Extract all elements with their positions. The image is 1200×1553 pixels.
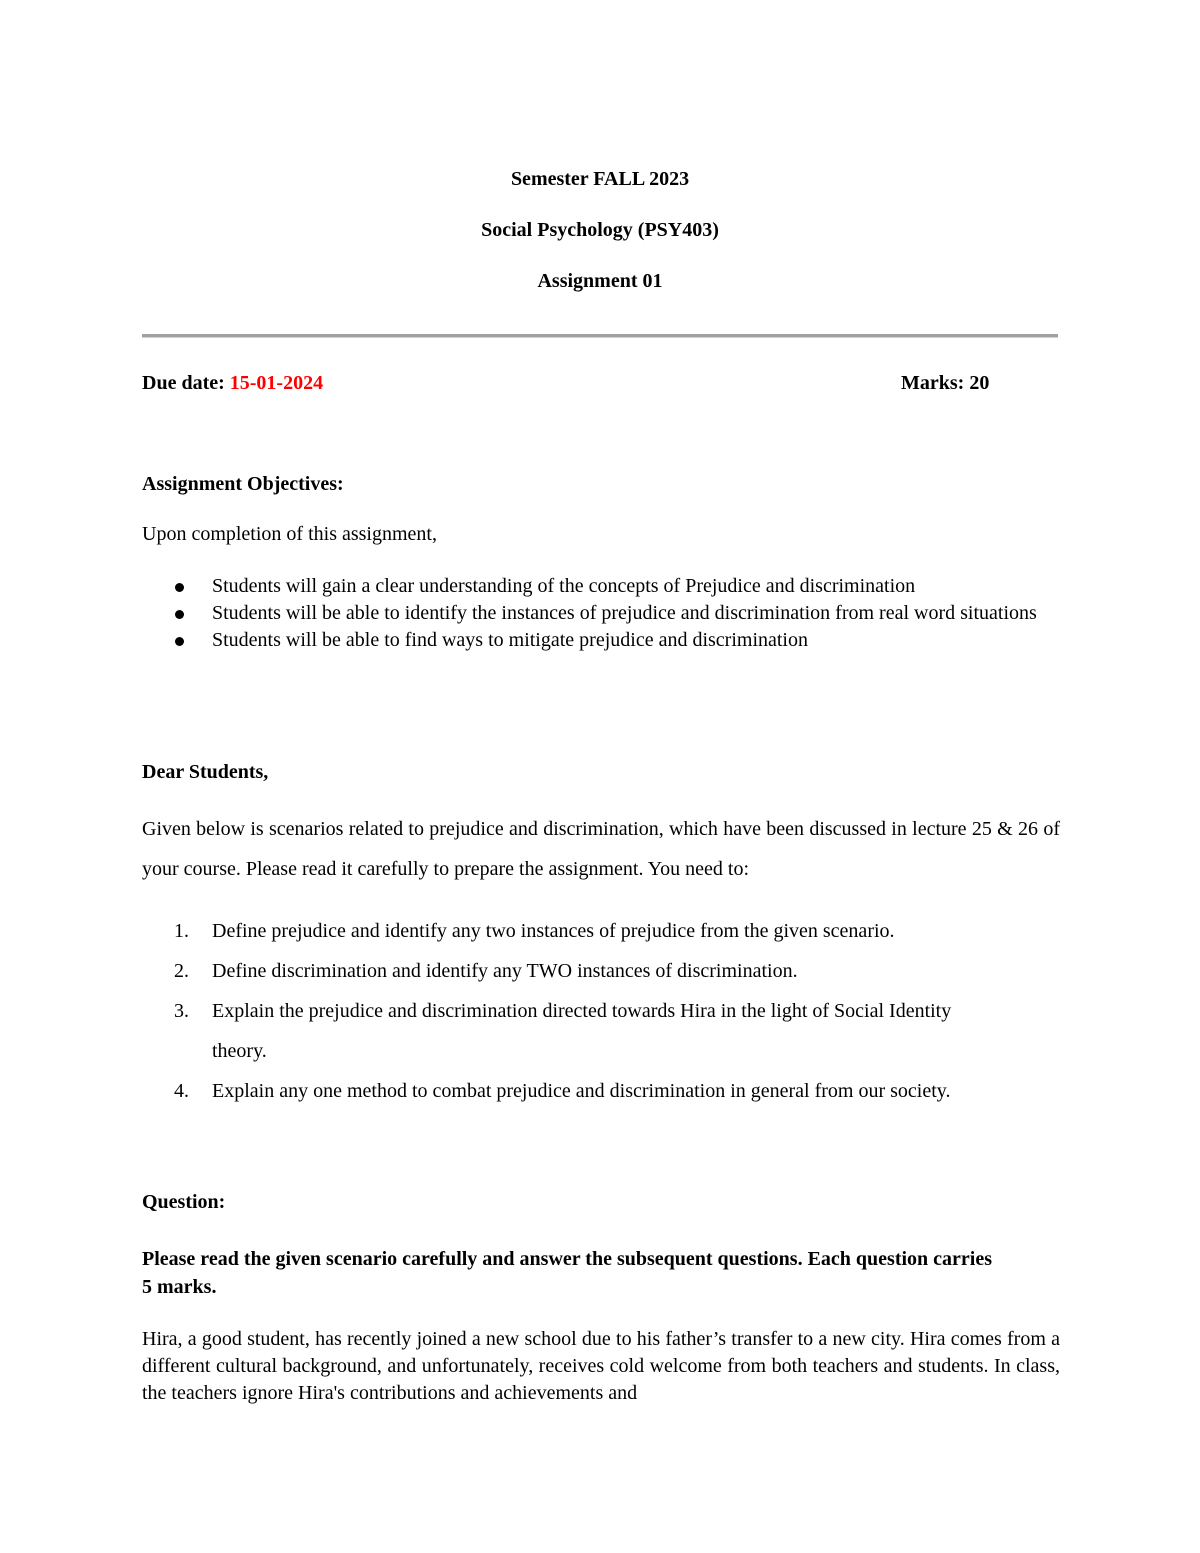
list-item — [142, 600, 1062, 627]
list-item — [142, 627, 1062, 654]
horizontal-rule — [142, 334, 1058, 338]
due-date-value: 15-01-2024 — [229, 372, 324, 394]
task-number: 1. — [174, 920, 189, 942]
task-text: Define discrimination and identify any TWO instances of discrimination. — [212, 960, 798, 982]
due-date-label: Due date: — [142, 372, 230, 394]
bullet-icon — [175, 610, 184, 619]
objective-text: Students will gain a clear understanding of the concepts of Prejudice and discrimination — [212, 575, 916, 597]
objective-text: Students will be able to find ways to mitigate prejudice and discrimination — [212, 629, 808, 651]
marks-total: Marks: 20 — [901, 372, 990, 394]
due-date — [142, 371, 323, 395]
question-prompt: Please read the given scenario carefully and answer the subsequent questions. Each question carries 5 marks. — [142, 1248, 993, 1298]
task-text: Explain the prejudice and discrimination directed towards Hira in the light of Social Identity theory. — [212, 1000, 952, 1062]
objectives-list — [142, 573, 1062, 654]
task-number: 4. — [174, 1080, 189, 1102]
greeting: Dear Students, — [142, 761, 269, 783]
objective-text: Students will be able to identify the instances of prejudice and discrimination from real word situations — [212, 602, 1037, 624]
task-number: 3. — [174, 1000, 189, 1022]
objectives-heading: Assignment Objectives: — [142, 473, 344, 495]
task-text: Define prejudice and identify any two instances of prejudice from the given scenario. — [212, 920, 895, 942]
instructions-body: Given below is scenarios related to prejudice and discrimination, which have been discussed in lecture 25 & 26 of your course. Please read it carefully to prepare the assignment. You need to: — [142, 818, 1060, 880]
semester-title: Semester FALL 2023 — [510, 168, 690, 190]
list-item — [142, 991, 1042, 1071]
bullet-icon — [175, 637, 184, 646]
list-item — [142, 573, 1062, 600]
objectives-intro: Upon completion of this assignment, — [142, 523, 437, 545]
assignment-title: Assignment 01 — [537, 270, 663, 292]
course-title: Social Psychology (PSY403) — [481, 219, 719, 241]
question-heading: Question: — [142, 1191, 226, 1213]
list-item — [142, 1071, 1042, 1111]
bullet-icon — [175, 583, 184, 592]
tasks-list — [142, 911, 1042, 1111]
task-number: 2. — [174, 960, 189, 982]
list-item — [142, 911, 1042, 951]
scenario-text: Hira, a good student, has recently joined a new school due to his father’s transfer to a new city. Hira comes from a different cultural background, and unfortunately, receives cold welcome from both teachers and students. In class, the teachers ignore Hira's contributions and achievements and — [142, 1328, 1060, 1404]
task-text: Explain any one method to combat prejudice and discrimination in general from our society. — [212, 1080, 951, 1102]
list-item — [142, 951, 1042, 991]
